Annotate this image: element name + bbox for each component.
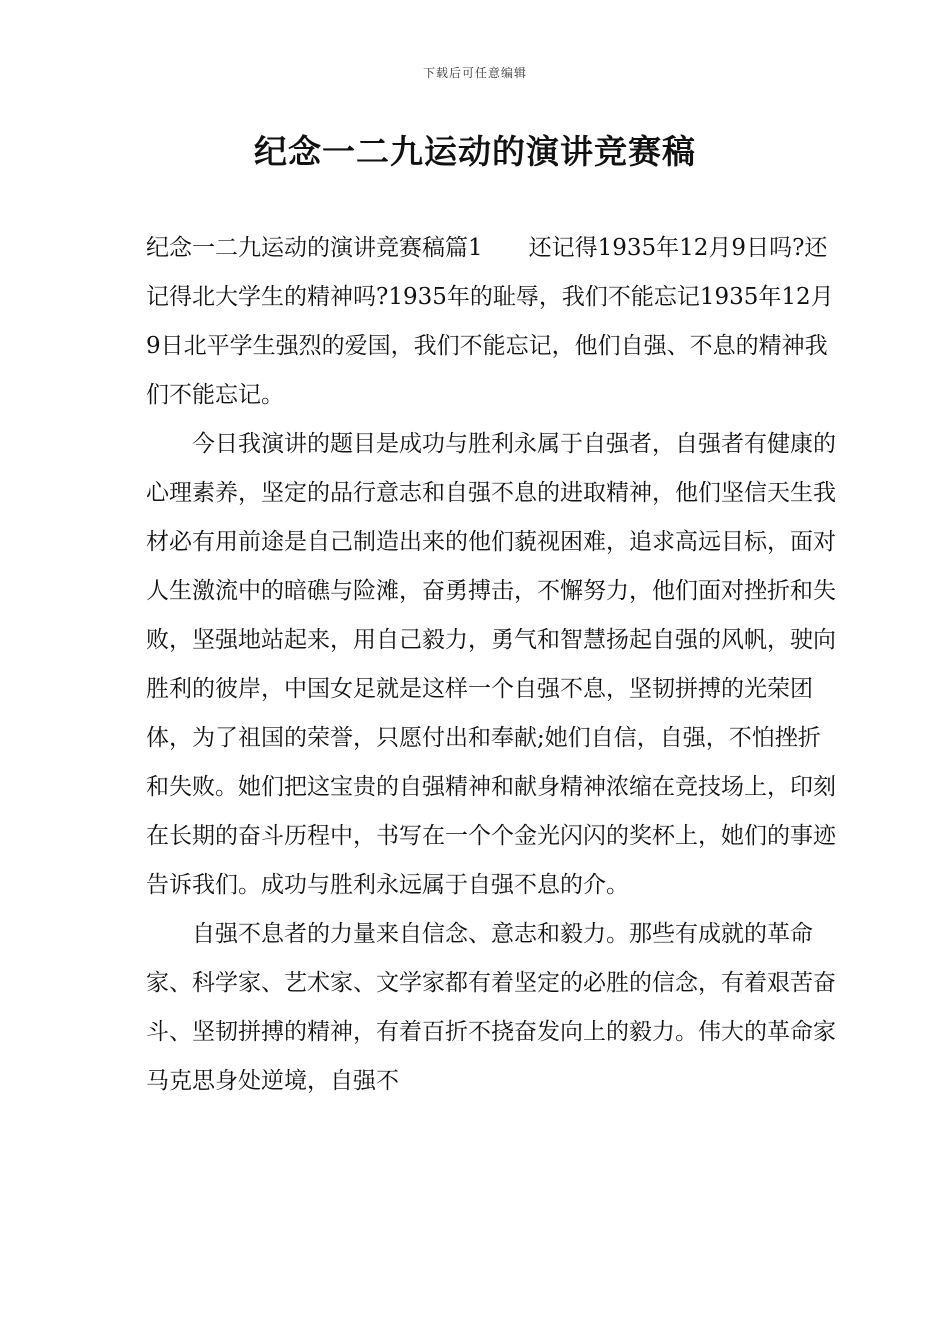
paragraph-3: 自强不息者的力量来自信念、意志和毅力。那些有成就的革命家、科学家、艺术家、文学家都有着坚定的必胜的信念，有着艰苦奋斗、坚韧拼搏的精神，有着百折不挠奋发向上的毅力。伟大的革命家马克思身处逆境，自强不 — [146, 921, 836, 1094]
header-note: 下载后可任意编辑 — [422, 66, 527, 80]
paragraph-1: 纪念一二九运动的演讲竞赛稿篇1 还记得1935年12月9日吗?还记得北大学生的精神吗?1935年的耻辱，我们不能忘记1935年12月9日北平学生强烈的爱国，我们不能忘记，他们自强、不息的精神我们不能忘记。 — [146, 235, 834, 408]
document-body — [146, 224, 836, 1106]
paragraph-2: 今日我演讲的题目是成功与胜利永属于自强者，自强者有健康的心理素养，坚定的品行意志和自强不息的进取精神，他们坚信天生我材必有用前途是自己制造出来的他们藐视困难，追求高远目标，面对人生激流中的暗礁与险滩，奋勇搏击，不懈努力，他们面对挫折和失败，坚强地站起来，用自己毅力，勇气和智慧扬起自强的风帆，驶向胜利的彼岸，中国女足就是这样一个自强不息，坚韧拼搏的光荣团体，为了祖国的荣誉，只愿付出和奉献;她们自信，自强，不怕挫折和失败。她们把这宝贵的自强精神和献身精神浓缩在竞技场上，印刻在长期的奋斗历程中，书写在一个个金光闪闪的奖杯上，她们的事迹告诉我们。成功与胜利永远属于自强不息的介。 — [146, 431, 836, 898]
page-title: 纪念一二九运动的演讲竞赛稿 — [254, 132, 696, 171]
